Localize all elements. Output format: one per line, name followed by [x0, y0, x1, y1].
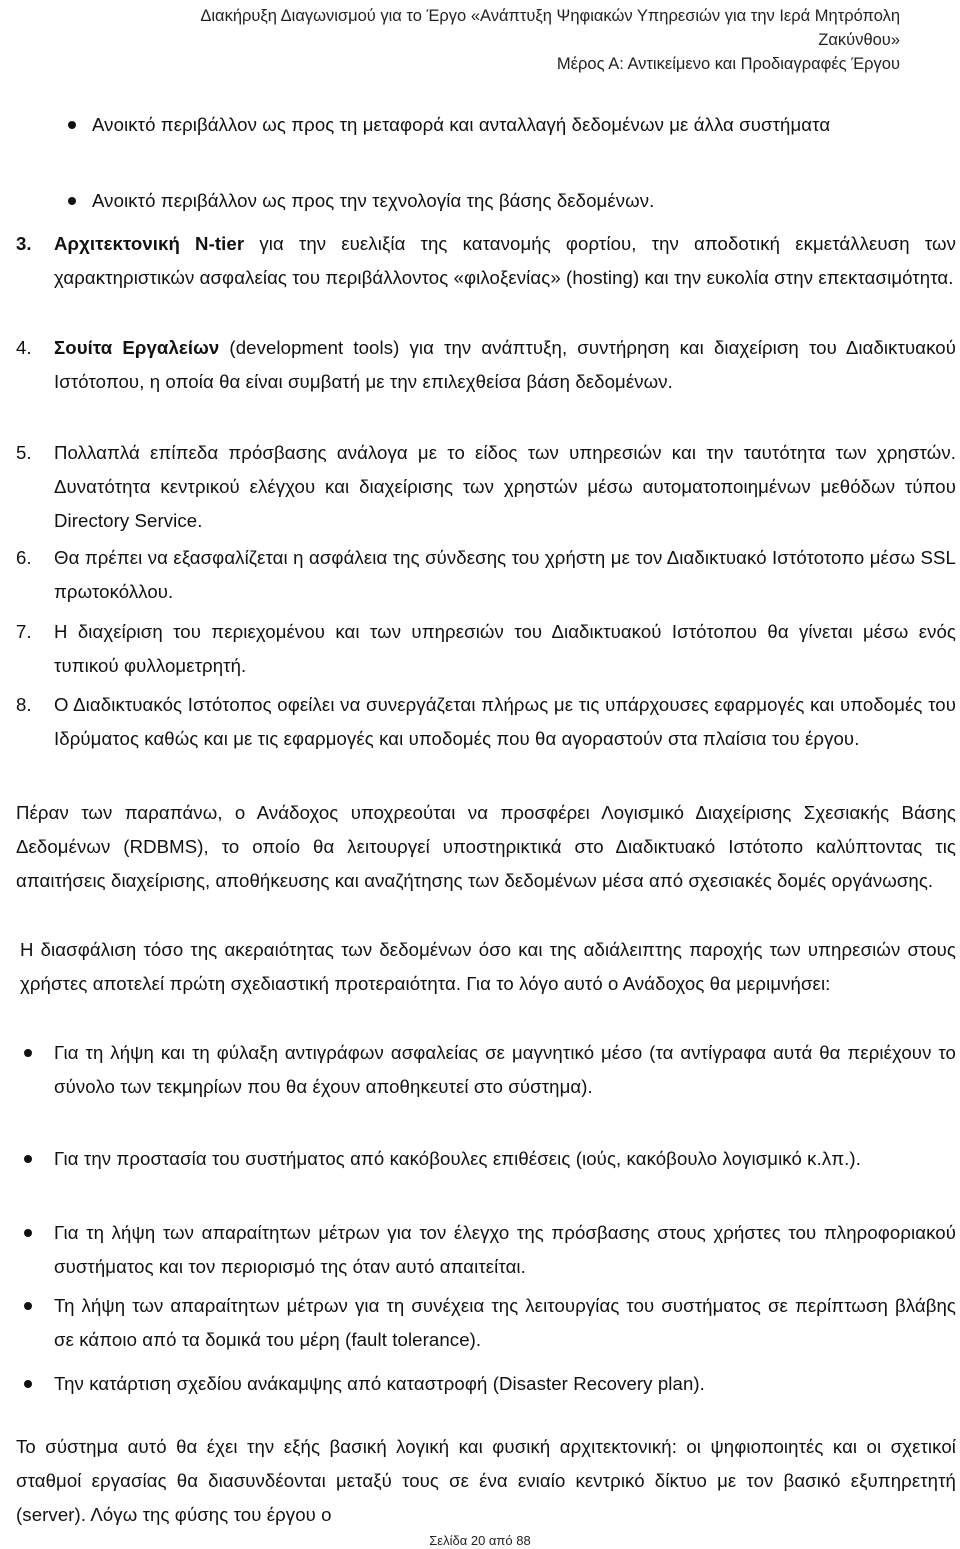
item-heading: Αρχιτεκτονική N-tier: [54, 233, 245, 254]
item-text: για την ευελιξία της κατανομής φορτίου, την αποδοτική εκμετάλλευση των χαρακτηριστικών ασφαλείας του περιβάλλοντος «φιλοξενίας» (hosting) και την ευκολία στην επεκτασιμότητα.: [54, 233, 956, 288]
numbered-item: Πολλαπλά επίπεδα πρόσβασης ανάλογα με το είδος των υπηρεσιών και την ταυτότητα των χρηστών. Δυνατότητα κεντρικού ελέγχου και διαχείρισης των χρηστών μέσω αυτοματοποιημένων μεθόδων τύπου Directory Service.: [54, 442, 956, 531]
numbered-item: [54, 227, 956, 295]
numbered-item: Η διαχείριση του περιεχομένου και των υπηρεσιών του Διαδικτυακού Ιστότοπου θα γίνεται μέσω ενός τυπικού φυλλομετρητή.: [54, 621, 956, 676]
list-item: Ανοικτό περιβάλλον ως προς την τεχνολογία της βάσης δεδομένων.: [92, 190, 655, 211]
numbered-item: Ο Διαδικτυακός Ιστότοπος οφείλει να συνεργάζεται πλήρως με τις υπάρχουσες εφαρμογές και υποδομές του Ιδρύματος καθώς και με τις εφαρμογές και υποδομές που θα αγοραστούν στα πλαίσια του έργου.: [54, 694, 956, 749]
bullet-icon: [24, 1302, 32, 1310]
page-number: Σελίδα 20 από 88: [429, 1533, 531, 1548]
item-heading: Σουίτα Εργαλείων: [54, 337, 220, 358]
header-subtitle: Μέρος Α: Αντικείμενο και Προδιαγραφές Έργου: [556, 55, 900, 73]
bullet-icon: [24, 1229, 32, 1237]
bullet-icon: [24, 1155, 32, 1163]
bullet-icon: [24, 1380, 32, 1388]
list-number: 8.: [16, 694, 32, 715]
bullet-icon: [68, 197, 76, 205]
list-item: Ανοικτό περιβάλλον ως προς τη μεταφορά και ανταλλαγή δεδομένων με άλλα συστήματα: [92, 114, 831, 135]
numbered-item: [54, 331, 956, 399]
list-number: 5.: [16, 442, 32, 463]
header-title-line2: Ζακύνθου»: [818, 31, 900, 49]
list-item: Την κατάρτιση σχεδίου ανάκαμψης από καταστροφή (Disaster Recovery plan).: [54, 1373, 705, 1394]
list-number: 7.: [16, 621, 32, 642]
item-text: (development tools) για την ανάπτυξη, συντήρηση και διαχείριση του Διαδικτυακού Ιστότοπου, η οποία θα είναι συμβατή με την επιλεχθείσα βάση δεδομένων.: [54, 337, 956, 392]
list-item: Για την προστασία του συστήματος από κακόβουλες επιθέσεις (ιούς, κακόβουλο λογισμικό κ.λπ.).: [54, 1148, 861, 1169]
list-number: 3.: [16, 233, 32, 254]
header-title-line1: Διακήρυξη Διαγωνισμού για το Έργο «Ανάπτυξη Ψηφιακών Υπηρεσιών για την Ιερά Μητρόπολη: [200, 7, 900, 25]
numbered-item: Θα πρέπει να εξασφαλίζεται η ασφάλεια της σύνδεσης του χρήστη με τον Διαδικτυακό Ιστότοτοπο μέσω SSL πρωτοκόλλου.: [54, 547, 956, 602]
list-number: 4.: [16, 337, 32, 358]
bullet-icon: [68, 121, 76, 129]
paragraph-security: Η διασφάλιση τόσο της ακεραιότητας των δεδομένων όσο και της αδιάλειπτης παροχής των υπηρεσιών στους χρήστες αποτελεί πρώτη σχεδιαστική προτεραιότητα. Για το λόγο αυτό ο Ανάδοχος θα μεριμνήσει:: [20, 939, 956, 994]
list-number: 6.: [16, 547, 32, 568]
paragraph-rdbms: Πέραν των παραπάνω, ο Ανάδοχος υποχρεούται να προσφέρει Λογισμικό Διαχείρισης Σχεσιακής Βάσης Δεδομένων (RDBMS), το οποίο θα λειτουργεί υποστηρικτικά στο Διαδικτυακό Ιστότοπο καλύπτοντας τις απαιτήσεις διαχείρισης, αποθήκευσης και αναζήτησης των δεδομένων μέσα από σχεσιακές δομές οργάνωσης.: [16, 802, 956, 891]
bullet-icon: [24, 1049, 32, 1057]
list-item: Για τη λήψη των απαραίτητων μέτρων για τον έλεγχο της πρόσβασης στους χρήστες του πληροφοριακού συστήματος και τον περιορισμό της όταν αυτό απαιτείται.: [54, 1222, 956, 1277]
list-item: Για τη λήψη και τη φύλαξη αντιγράφων ασφαλείας σε μαγνητικό μέσο (τα αντίγραφα αυτά θα περιέχουν το σύνολο των τεκμηρίων που θα έχουν αποθηκευτεί στο σύστημα).: [54, 1042, 956, 1097]
paragraph-architecture: Το σύστημα αυτό θα έχει την εξής βασική λογική και φυσική αρχιτεκτονική: οι ψηφιοποιητές και οι σχετικοί σταθμοί εργασίας θα διασυνδέονται μεταξύ τους σε ένα ενιαίο κεντρικό δίκτυο με τον βασικό εξυπηρετητή (server). Λόγω της φύσης του έργου ο: [16, 1436, 956, 1525]
list-item: Τη λήψη των απαραίτητων μέτρων για τη συνέχεια της λειτουργίας του συστήματος σε περίπτωση βλάβης σε κάποιο από τα δομικά του μέρη (fault tolerance).: [54, 1295, 956, 1350]
page-header: [40, 4, 900, 76]
